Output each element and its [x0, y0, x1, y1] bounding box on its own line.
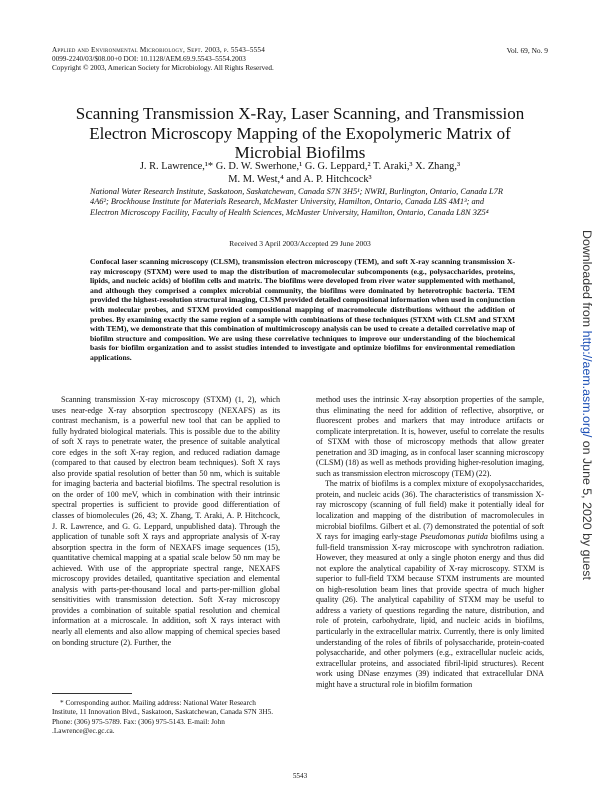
footnote-rule — [52, 693, 132, 694]
page-number: 5543 — [292, 772, 308, 780]
abstract: Confocal laser scanning microscopy (CLSM), transmission electron microscopy (TEM), and soft X-ray scanning transmission X-ray microscopy (STXM) were used to map the distribution of macromolecular subcomponents (e.g., polysaccharides, proteins, lipids, and nucleic acids) of biofilm cells and matrix. The biofilms were developed from river water supplemented with methanol, and although they comprised a complex microbial community, the biofilms were dominated by heterotrophic bacteria. TEM provided the highest-resolution structural imaging, CLSM provided detailed compositional information when used in conjunction with molecular probes, and STXM provided compositional mapping of macromolecule distributions without the addition of probes. By examining exactly the same region of a sample with combinations of these techniques (STXM with CLSM and STXM with TEM), we demonstrate that this combination of multimicroscopy analysis can be used to create a detailed correlative map of biofilm structure and composition. We are using these correlative techniques to improve our understanding of the biochemical basis for biofilm organization and to assist studies intended to investigate and optimize biofilms for environmental remediation applications. — [90, 257, 515, 362]
body-column-left — [52, 395, 280, 648]
body-paragraph — [316, 479, 544, 690]
affiliations: National Water Research Institute, Saskatoon, Saskatchewan, Canada S7N 3H5¹; NWRI, Burlington, Ontario, Canada L7R 4A6²; Brockhouse Institute for Materials Research, McMaster University, Hamilton, Ontario, Canada L8S 4M1³; and Electron Microscopy Facility, Faculty of Health Sciences, McMaster University, Hamilton, Ontario, Canada L8N 3Z5⁴ — [90, 187, 503, 217]
issn-doi-line: 0099-2240/03/$08.00+0 DOI: 10.1128/AEM.69.9.5543–5554.2003 — [52, 55, 246, 63]
received-dates: Received 3 April 2003/Accepted 29 June 2003 — [229, 239, 371, 248]
article-title: Scanning Transmission X-Ray, Laser Scanning, and Transmission Electron Microscopy Mapping of the Exopolymeric Matrix of Microbial Biofilms — [75, 104, 525, 162]
journal-header — [52, 46, 382, 73]
banner-prefix: Downloaded from — [580, 230, 594, 331]
journal-link[interactable]: http://aem.asm.org/ — [580, 330, 594, 438]
paragraph-text: biofilms using a full-field transmission X-ray microscope with synchrotron radiation. However, they measured at only a single photon energy and thus did not explore the analytical capability of X-ray microscopy. STXM is superior to full-field TXM because STXM instruments are mounted on high-resolution beam lines that provide spectra of much higher quality (26). The analytical capability of STXM may be useful to address a variety of questions regarding the nature, distribution, and role of protein, carbohydrate, lipid, and nucleic acids in biofilms, particularly in the extracellular matrix. Currently, there is only limited understanding of the roles of fibrils of polysaccharide, protein-coated polysaccharide, and other polymers (e.g., extracellular nucleic acids, extracellular proteins, and associated fibril-lipid structures). Recent work using DNase enzymes (39) indicated that extracellular DNA might have a structural role in biofilm formation — [316, 532, 545, 689]
copyright-line: Copyright © 2003, American Society for Microbiology. All Rights Reserved. — [52, 64, 274, 72]
author-line-1: J. R. Lawrence,¹* G. D. W. Swerhone,¹ G. G. Leppard,² T. Araki,³ X. Zhang,³ — [139, 161, 461, 172]
corresponding-author-note: * Corresponding author. Mailing address: National Water Research Institute, 11 Innovation Blvd., Saskatoon, Saskatchewan, Canada S7N 3H5. Phone: (306) 975-5789. Fax: (306) 975-5143. E-mail: John .Lawrence@ec.gc.ca. — [52, 698, 274, 736]
author-list — [60, 160, 540, 186]
journal-citation-line: Applied and Environmental Microbiology, Sept. 2003, p. 5543–5554 — [52, 46, 266, 54]
body-paragraph: Scanning transmission X-ray microscopy (STXM) (1, 2), which uses near-edge X-ray absorption spectroscopy (NEXAFS) as its contrast mechanism, is a powerful new tool that can be applied to fully hydrated biological materials. This is possible due to the ability of soft X rays to penetrate water, the presence of suitable analytical core edges in the soft X-ray region, and reduced radiation damage (compared to that caused by electron beam techniques). Soft X rays also provide spatial resolution of better than 50 nm, which is suitable for imaging bacteria and bacterial biofilms. The spectral resolution is on the order of 100 meV, which in combination with their intrinsic spectral properties is sufficient to provide good differentiation of classes of biomolecules (26, 43; X. Zhang, T. Araki, A. P. Hitchcock, J. R. Lawrence, and G. G. Leppard, unpublished data). Through the application of tunable soft X rays and appropriate analysis of X-ray absorption spectra in the form of NEXAFS image sequences (15), quantitative chemical mapping at a spatial scale below 50 nm may be achieved. With use of the appropriate spectral range, NEXAFS microscopy provides detailed, quantitative speciation and elemental analysis with parts-per-thousand local and parts-per-million global sensitivities with transmission detection. Soft X-ray microscopy provides a combination of suitable spatial resolution and chemical information at a microscale. In addition, soft X rays interact with nearly all elements and also allow mapping of chemical species based on bonding structure (2). Further, the — [52, 395, 280, 647]
body-paragraph: method uses the intrinsic X-ray absorption properties of the sample, thus eliminating the need for addition of reflective, absorptive, or fluorescent probes and markers that may introduce artifacts or complicate interpretation. It is, however, useful to correlate the results of STXM with those of microscopy methods that allow greater penetration and 3D imaging, as in confocal laser scanning microscopy (CLSM) (18) as well as methods providing higher-resolution imaging, such as transmission electron microscopy (TEM) (22). — [316, 395, 544, 478]
body-column-right — [316, 395, 544, 690]
author-line-2: M. M. West,⁴ and A. P. Hitchcock³ — [228, 174, 372, 185]
species-name: Pseudomonas putida — [419, 532, 488, 542]
download-banner-text — [580, 230, 594, 580]
volume-number: Vol. 69, No. 9 — [506, 46, 548, 55]
banner-suffix: on June 5, 2020 by guest — [580, 437, 594, 580]
download-banner — [578, 230, 594, 590]
footnote — [52, 698, 282, 736]
paragraph-text: The matrix of biofilms is a complex mixture of exopolysaccharides, protein, and nucleic acids (36). The characteristics of transmission X-ray microscopy (scanning of full field) make it potentially ideal for localization and mapping of the distribution of macromolecules in microbial biofilms. Gilbert et al. (7) demonstrated the potential of soft X rays for imaging early-stage — [316, 479, 544, 542]
